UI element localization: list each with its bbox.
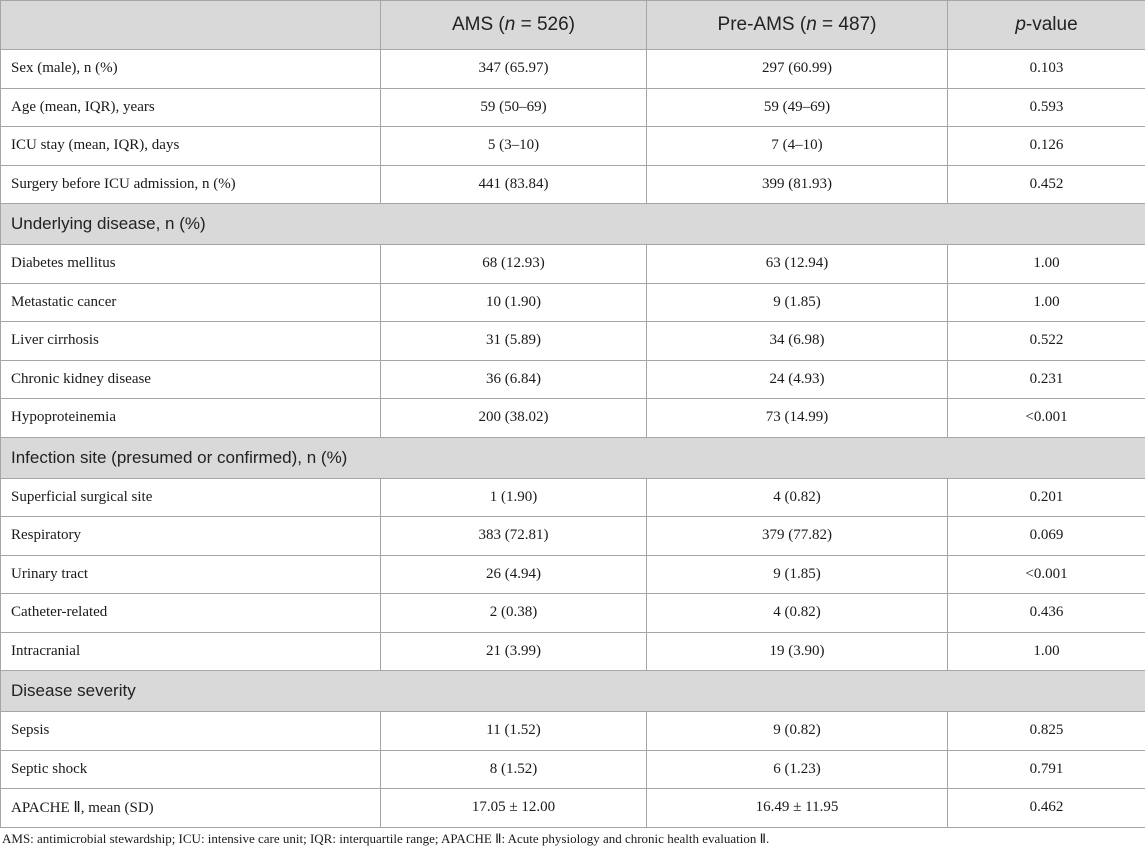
ams-value-cell: 10 (1.90): [381, 283, 647, 322]
row-label-cell: Catheter-related: [1, 594, 381, 633]
table-row: [1, 789, 1145, 828]
ams-value-cell: 21 (3.99): [381, 632, 647, 671]
pre-ams-value-cell: 63 (12.94): [647, 245, 948, 284]
p-value-cell: 0.462: [948, 789, 1145, 828]
row-label-cell: Septic shock: [1, 750, 381, 789]
section-title: Infection site (presumed or confirmed), n (%): [1, 437, 1145, 478]
row-label-cell: Sex (male), n (%): [1, 50, 381, 89]
table-row: [1, 283, 1145, 322]
p-value-cell: 0.825: [948, 712, 1145, 751]
pre-ams-value-cell: 4 (0.82): [647, 478, 948, 517]
row-label-cell: APACHE Ⅱ, mean (SD): [1, 789, 381, 828]
pre-ams-value-cell: 9 (0.82): [647, 712, 948, 751]
ams-value-cell: 2 (0.38): [381, 594, 647, 633]
p-value-cell: 0.791: [948, 750, 1145, 789]
table-row: [1, 127, 1145, 166]
pre-ams-value-cell: 34 (6.98): [647, 322, 948, 361]
row-label-cell: Superficial surgical site: [1, 478, 381, 517]
p-value-cell: 0.522: [948, 322, 1145, 361]
pre-ams-value-cell: 19 (3.90): [647, 632, 948, 671]
table-row: [1, 750, 1145, 789]
table-row: [1, 50, 1145, 89]
pre-ams-value-cell: 59 (49–69): [647, 88, 948, 127]
table-row: [1, 712, 1145, 751]
table-row: [1, 245, 1145, 284]
pre-ams-value-cell: 7 (4–10): [647, 127, 948, 166]
section-header-row: [1, 437, 1145, 478]
row-label-cell: Intracranial: [1, 632, 381, 671]
p-value-cell: 0.103: [948, 50, 1145, 89]
p-value-cell: <0.001: [948, 555, 1145, 594]
table-row: [1, 555, 1145, 594]
header-blank-cell: [1, 1, 381, 50]
p-value-cell: 1.00: [948, 632, 1145, 671]
row-label-cell: Age (mean, IQR), years: [1, 88, 381, 127]
ams-value-cell: 36 (6.84): [381, 360, 647, 399]
row-label-cell: Surgery before ICU admission, n (%): [1, 165, 381, 204]
table-row: [1, 360, 1145, 399]
ams-value-cell: 59 (50–69): [381, 88, 647, 127]
pre-ams-value-cell: 297 (60.99): [647, 50, 948, 89]
row-label-cell: Sepsis: [1, 712, 381, 751]
ams-value-cell: 200 (38.02): [381, 399, 647, 438]
ams-value-cell: 347 (65.97): [381, 50, 647, 89]
ams-value-cell: 26 (4.94): [381, 555, 647, 594]
table-row: [1, 88, 1145, 127]
ams-value-cell: 5 (3–10): [381, 127, 647, 166]
section-header-row: [1, 671, 1145, 712]
header-p-value: p-value: [948, 1, 1145, 50]
p-value-cell: 0.452: [948, 165, 1145, 204]
section-title: Underlying disease, n (%): [1, 204, 1145, 245]
section-title: Disease severity: [1, 671, 1145, 712]
ams-value-cell: 441 (83.84): [381, 165, 647, 204]
ams-value-cell: 17.05 ± 12.00: [381, 789, 647, 828]
p-value-cell: 0.436: [948, 594, 1145, 633]
row-label-cell: Chronic kidney disease: [1, 360, 381, 399]
p-value-cell: 1.00: [948, 245, 1145, 284]
pre-ams-value-cell: 9 (1.85): [647, 283, 948, 322]
ams-value-cell: 8 (1.52): [381, 750, 647, 789]
ams-value-cell: 31 (5.89): [381, 322, 647, 361]
table-row: [1, 594, 1145, 633]
p-value-cell: 0.593: [948, 88, 1145, 127]
table-row: [1, 399, 1145, 438]
row-label-cell: Urinary tract: [1, 555, 381, 594]
pre-ams-value-cell: 24 (4.93): [647, 360, 948, 399]
p-value-cell: 1.00: [948, 283, 1145, 322]
pre-ams-value-cell: 379 (77.82): [647, 517, 948, 556]
pre-ams-value-cell: 16.49 ± 11.95: [647, 789, 948, 828]
table-footnote: AMS: antimicrobial stewardship; ICU: intensive care unit; IQR: interquartile range; APACHE Ⅱ: Acute physiology and chronic health evaluation Ⅱ.: [2, 831, 770, 846]
p-value-cell: 0.231: [948, 360, 1145, 399]
header-ams: AMS (n = 526): [381, 1, 647, 50]
ams-value-cell: 11 (1.52): [381, 712, 647, 751]
table-header-row: [1, 1, 1145, 50]
pre-ams-value-cell: 6 (1.23): [647, 750, 948, 789]
section-header-row: [1, 204, 1145, 245]
table-row: [1, 478, 1145, 517]
row-label-cell: Metastatic cancer: [1, 283, 381, 322]
header-pre-ams: Pre-AMS (n = 487): [647, 1, 948, 50]
row-label-cell: Respiratory: [1, 517, 381, 556]
row-label-cell: Liver cirrhosis: [1, 322, 381, 361]
p-value-cell: 0.201: [948, 478, 1145, 517]
table-row: [1, 517, 1145, 556]
p-value-cell: <0.001: [948, 399, 1145, 438]
pre-ams-value-cell: 399 (81.93): [647, 165, 948, 204]
p-value-cell: 0.126: [948, 127, 1145, 166]
table-body: [1, 50, 1145, 828]
row-label-cell: Diabetes mellitus: [1, 245, 381, 284]
table-row: [1, 165, 1145, 204]
p-value-cell: 0.069: [948, 517, 1145, 556]
table-row: [1, 632, 1145, 671]
table-row: [1, 322, 1145, 361]
ams-value-cell: 383 (72.81): [381, 517, 647, 556]
pre-ams-value-cell: 9 (1.85): [647, 555, 948, 594]
pre-ams-value-cell: 73 (14.99): [647, 399, 948, 438]
ams-value-cell: 1 (1.90): [381, 478, 647, 517]
ams-value-cell: 68 (12.93): [381, 245, 647, 284]
row-label-cell: ICU stay (mean, IQR), days: [1, 127, 381, 166]
pre-ams-value-cell: 4 (0.82): [647, 594, 948, 633]
row-label-cell: Hypoproteinemia: [1, 399, 381, 438]
